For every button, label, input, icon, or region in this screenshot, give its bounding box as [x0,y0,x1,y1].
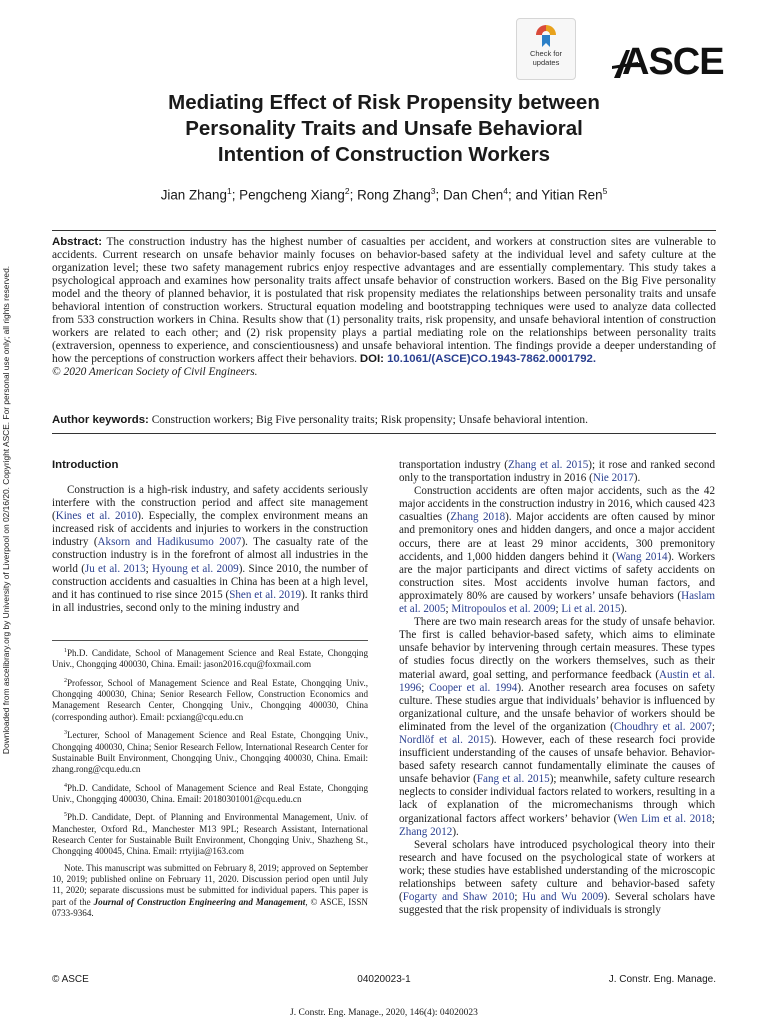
check-updates-icon [534,23,558,49]
title-line: Mediating Effect of Risk Propensity between [168,91,600,114]
citation-link[interactable]: Haslam et al. 2005 [399,589,715,616]
paragraph: Construction accidents are often major accidents, such as the 42 major accidents in the construction industry in 2016, which caused 423 casualties (Zhang 2018). Major accidents are often caused by minor and premonitory ones and hidden dangers, and once a major accident occurs, there are at least 29 minor accidents, 300 premonitory accidents, and 1,000 hidden dangers behind it (Wang 2014). Workers are the major participants and direct victims of safety accidents on construction sites. Most accidents involve human factors, and approximately 80% are caused by workers’ unsafe behaviors (Haslam et al. 2005; Mitropoulos et al. 2009; Li et al. 2015). [399,485,716,616]
right-column [399,459,715,917]
footer-journal: J. Constr. Eng. Manage. [608,974,716,985]
author-name: Yitian Ren [541,187,603,203]
title-line: Intention of Construction Workers [217,143,551,166]
footnote-mark: 1 [64,648,67,654]
journal-name: Journal of Construction Engineering and Management [93,896,306,907]
paragraph: transportation industry (Zhang et al. 2015); it rose and ranked second only to the transportation industry in 2016 (Nie 2017). [399,459,716,485]
author-affiliation-mark: 5 [602,186,608,196]
citation-link[interactable]: Nie 2017 [592,472,634,485]
author-affiliation-mark: 3 [430,186,436,196]
footnote-mark: 2 [64,677,67,684]
footnote [52,646,368,671]
abstract-body: The construction industry has the highest number of casualties per accident, and workers at construction sites are vulnerable to accidents. Current research on unsafe behavior mainly focuses on behavior-based safety at the individual level and safety culture at the organization level; these two safety management rubrics enjoy respective advantages and are essentially complementary. This study takes a psychological approach and examines how personality traits affect unsafe behavior of construction workers. Based on the Big Five personality model and the theory of planned behavior, it is postulated that risk propensity mediates the relationships between personality traits and unsafe behavioral intention of construction workers. Structural equation modeling and bootstrapping techniques were used to analyze data collected from 533 construction workers in China. Results show that (1) personality traits, risk propensity, and unsafe behavioral intention of construction workers are related to each other; and (2) risk propensity plays a partial mediating role on the relationships between personality traits (extraversion, openness to experience, and conscientiousness) and unsafe behavioral intention. The findings provide a deeper understanding of how the perceptions of construction workers affect their behaviors. [52,236,716,366]
citation-link[interactable]: Choudhry et al. 2007 [613,720,712,733]
paragraph: Several scholars have introduced psychological theory into their research and have focused on the psychological state of workers at work; these studies have established understanding of the microscopic relationships between safety culture and behavior-based safety (Fogarty and Shaw 2010; Hu and Wu 2009). Several scholars have suggested that the risk propensity of individuals is strongly [399,838,715,917]
citation-link[interactable]: Hyoung et al. 2009 [152,562,239,575]
check-for-updates-badge[interactable] [516,18,576,80]
citation-link[interactable]: Wang 2014 [615,550,668,563]
citation-link[interactable]: Shen et al. 2019 [229,588,302,601]
author-keywords [52,413,716,427]
author-affiliation-mark: 4 [503,186,508,196]
footnote-rule [52,640,368,641]
citation-link[interactable]: Zhang 2012 [399,825,453,838]
footnote-text: Lecturer, School of Management Science and Real Estate, Chongqing Univ., Chongqing 400030, China; Senior Research Fellow, International Research Center for Sustainable Built Environment, Chongqing Univ., Chongqing 400030, China. Email: zhang.rong@cqu.edu.cn [52,730,368,775]
footer-left: © ASCE [52,974,89,985]
citation-link[interactable]: Fogarty and Shaw 2010 [402,891,515,904]
footnote-text: Ph.D. Candidate, Dept. of Planning and Environmental Management, Univ. of Manchester, Oxford Rd., Manchester M13 9PL; Research Assistant, International Research Center for Sustainable Built Environment, Chongqing Univ., Shazheng St., Chongqing 400045, China. Email: rrtyijia@163.com [52,812,368,857]
citation-link[interactable]: Cooper et al. 1994 [429,681,518,694]
author-name: Jian Zhang [160,187,227,203]
submission-note: Note. This manuscript was submitted on February 8, 2019; approved on September 10, 2019; published online on February 11, 2020. Discussion period open until July 11, 2020; separate discussions must be submitted for individual papers. This paper is part of the Journal of Construction Engineering and Management, © ASCE, ISSN 0733-9364. [52,862,368,919]
citation-link[interactable]: Ju et al. 2013 [84,562,146,575]
footnote [52,810,368,857]
paragraph: There are two main research areas for the study of unsafe behavior. The first is called behavior-based safety, which aims to eliminate unsafe behavior by intervening through certain measures. These types of studies focus directly on the workers themselves, such as their material award, goal setting, and performance feedback (Austin et al. 1996; Cooper et al. 1994). Another research area focuses on safety culture. These studies argue that individuals’ behavior is influenced by organizational culture, and the unsafe behavior of workers should be eliminated from the level of the organization (Choudhry et al. 2007; Nordlöf et al. 2015). However, each of these research foci provide insufficient understanding of the causes of unsafe behavior. Behavior-based safety research cannot fundamentally eliminate the causes of unsafe behavior (Fang et al. 2015); meanwhile, safety culture research neglects to consider individual factors related to workers, resulting in a lack of explanation of the micromechanisms through which organizational factors affect workers’ behavior (Wen Lim et al. 2018; Zhang 2012). [399,616,716,838]
logo-text: ASCE [622,41,724,83]
citation-line: J. Constr. Eng. Manage., 2020, 146(4): 04020023 [290,1008,478,1018]
citation-link[interactable]: Li et al. 2015 [561,603,621,616]
citation-link[interactable]: Hu and Wu 2009 [522,891,604,904]
badge-line2: updates [532,58,560,67]
citation-link[interactable]: Aksorn and Hadikusumo 2007 [97,536,242,549]
citation-link[interactable]: Wen Lim et al. 2018 [617,812,712,825]
doi-link[interactable]: 10.1061/(ASCE)CO.1943-7862.0001792. [383,353,597,366]
footnote-mark: 4 [64,782,67,789]
footnote-mark: 3 [64,730,67,737]
keywords-label: Author keywords: [52,414,149,426]
author-name: Rong Zhang [357,187,431,203]
citation-link[interactable]: Kines et al. 2010 [55,510,138,523]
section-heading: Introduction [52,459,119,471]
author-affiliation-mark: 1 [226,186,232,196]
citation-link[interactable]: Nordlöf et al. 2015 [399,733,491,746]
footnote [52,728,368,775]
citation-link[interactable]: Zhang 2018 [450,511,506,524]
footnote-text: Professor, School of Management Science and Real Estate, Chongqing Univ., Chongqing 400030, China; Senior Research Fellow, Construction Economics and Management Research Center, Chongqing Univ., Chongqing 400030, China (corresponding author). Email: pcxiang@cqu.edu.cn [52,677,368,722]
keywords-text: Construction workers; Big Five personality traits; Risk propensity; Unsafe behavioral intention. [148,414,588,426]
paragraph: Construction is a high-risk industry, and safety accidents seriously interfere with the construction period and affect site management (Kines et al. 2010). Especially, the complex environment means an increased risk of accidents and injuries to workers in the construction industry (Aksorn and Hadikusumo 2007). The casualty rate of the construction industry is in the forefront of almost all industries in the world (Ju et al. 2013; Hyoung et al. 2009). Since 2010, the number of construction accidents and casualties in China has been at a high level, and it has continued to rise since 2015 (Shen et al. 2019). It ranks third in all industries, second only to the mining industry and [52,484,368,614]
doi-label: DOI: [359,353,384,366]
footnotes [52,646,368,924]
author-list: Jian Zhang$^1$; Pengcheng Xiang$^2$; Rong Zhang$^3$; Dan Chen$^4$; and Yitian Ren$^5$ [160,186,608,203]
title-line: Personality Traits and Unsafe Behavioral [185,117,583,140]
citation-link[interactable]: Fang et al. 2015 [476,773,550,786]
copyright-line: © 2020 American Society of Civil Engineers. [52,366,258,379]
author-name: Pengcheng Xiang [239,187,345,203]
download-notice: Downloaded from ascelibrary.org by University of Liverpool on 02/16/20. Copyright ASCE. For personal use only; all rights reserved. [1,265,11,755]
rule-bottom [52,433,716,434]
footnote-text: Ph.D. Candidate, School of Management Science and Real Estate, Chongqing Univ., Chongqing 400030, China. Email: 20180301001@cqu.edu.cn [52,782,368,804]
badge-line1: Check for [529,49,563,58]
footnote [52,781,368,806]
page-title [70,90,698,168]
footnote-mark: 5 [64,812,67,819]
footnote [52,676,368,723]
abstract-label: Abstract: [52,236,103,248]
author-name: Dan Chen [442,187,504,203]
left-column [52,484,368,615]
abstract [52,236,716,380]
rule-top [52,230,716,231]
author-affiliation-mark: 2 [344,186,350,196]
citation-link[interactable]: Mitropoulos et al. 2009 [451,603,556,616]
footer-page: 04020023-1 [357,974,411,985]
citation-link[interactable]: Zhang et al. 2015 [508,459,589,471]
footnote-text: Ph.D. Candidate, School of Management Science and Real Estate, Chongqing Univ., Chongqing 400030, China. Email: jason2016.cqu@foxmail.com [52,648,368,670]
asce-logo [612,40,732,84]
citation-link[interactable]: Austin et al. 1996 [399,668,715,694]
